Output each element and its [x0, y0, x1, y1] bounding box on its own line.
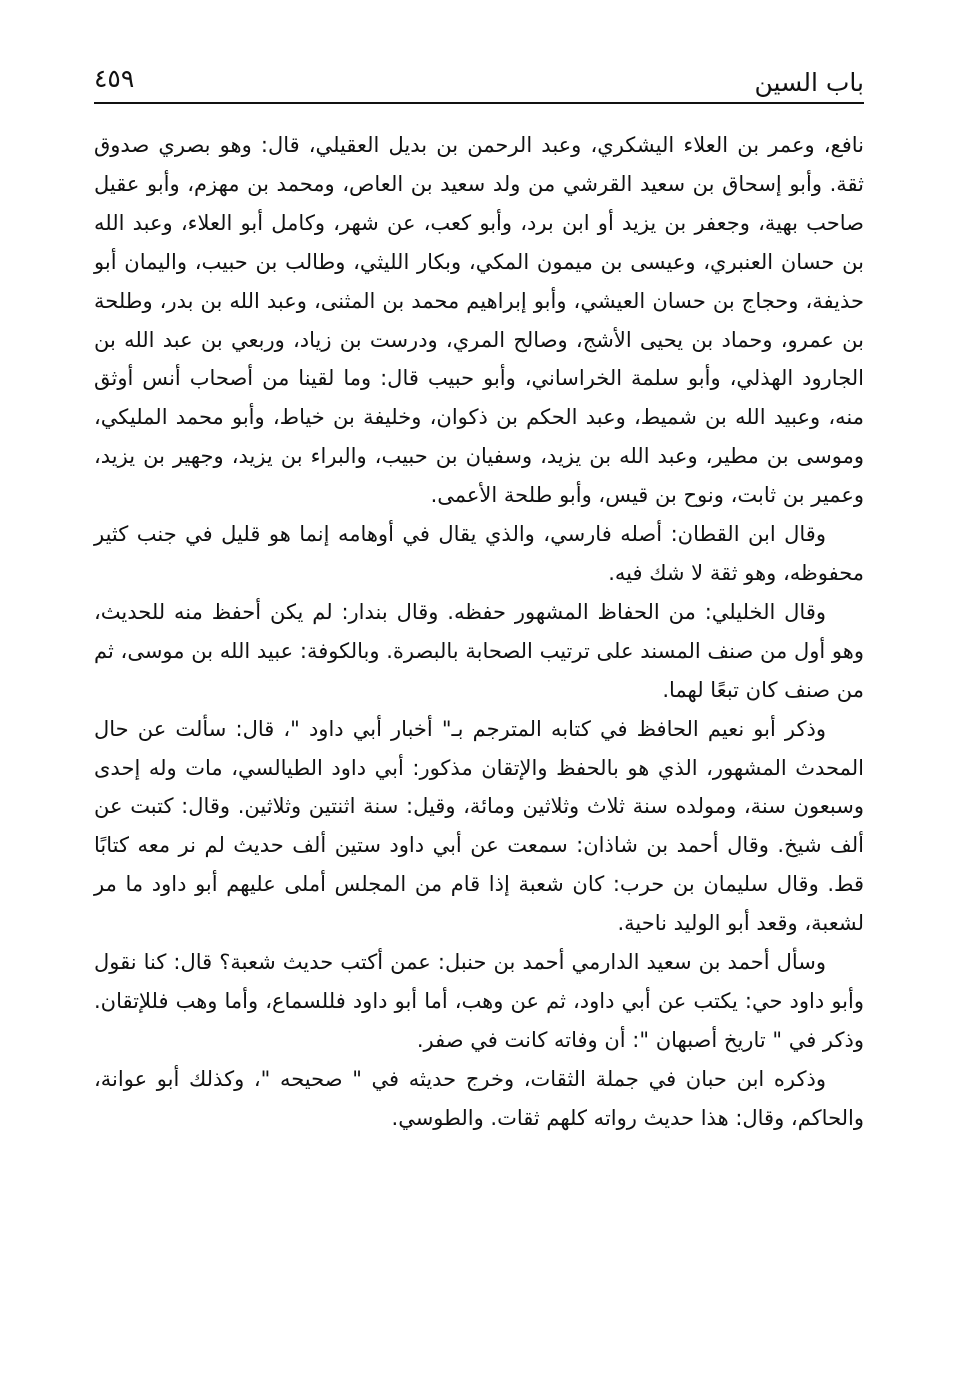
page-body [94, 126, 864, 1138]
paragraph-abu-nuaym: وذكر أبو نعيم الحافظ في كتابه المترجم بـ" أخبار أبي داود "، قال: سألت عن حال المحدث المشهور، الذي هو بالحفظ والإتقان مذكور: أبي داود الطيالسي، مات وله إحدى وسبعون سنة، ومولده سنة ثلاث وثلاثين ومائة، وقيل: سنة اثنتين وثلاثين. وقال: كتبت عن ألف شيخ. وقال أحمد بن شاذان: سمعت عن أبي داود ستين ألف حديث لم نر معه كتابًا قط. وقال سليمان بن حرب: كان شعبة إذا قام من المجلس أملى عليهم أبو داود ما مر لشعبة، وقعد أبو الوليد ناحية. [94, 716, 864, 936]
paragraph-ibn-al-qattan: وقال ابن القطان: أصله فارسي، والذي يقال في أوهامه إنما هو قليل في جنب كثير محفوظه، وهو ثقة لا شك فيه. [94, 522, 864, 585]
page-header [94, 60, 864, 104]
page-number: ٤٥٩ [94, 64, 135, 93]
paragraph-ibn-hibban: وذكره ابن حبان في جملة الثقات، وخرج حديثه في " صحيحه "، وكذلك أبو عوانة، والحاكم، وقال: هذا حديث رواته كلهم ثقات. والطوسي. [94, 1066, 864, 1130]
paragraph-al-darimi: وسأل أحمد بن سعيد الدارمي أحمد بن حنبل: عمن أكتب حديث شعبة؟ قال: كنا نقول وأبو داود حي: يكتب عن أبي داود، ثم عن وهب، أما أبو داود فللسماع، وأما وهب فللإتقان. وذكر في " تاريخ أصبهان ": أن وفاته كانت في صفر. [94, 950, 864, 1052]
paragraph-al-khalili: وقال الخليلي: من الحفاظ المشهور حفظه. وقال بندار: لم يكن أحفظ منه للحديث، وهو أول من صنف المسند على ترتيب الصحابة بالبصرة. وبالكوفة: عبيد الله بن موسى، ثم من صنف كان تبعًا لهما. [94, 599, 864, 702]
chapter-title: باب السين [754, 68, 864, 97]
paragraph-narrators-list: نافع، وعمر بن العلاء اليشكري، وعبد الرحمن بن بديل العقيلي، قال: وهو بصري صدوق ثقة. وأبو إسحاق بن سعيد القرشي من ولد سعيد بن العاص، ومحمد بن مهزم، وأبو عقيل صاحب بهية، وجعفر بن يزيد أو ابن برد، وأبو كعب، عن شهر، وكامل أبو العلاء، وعبد الله بن حسان العنبري، وعيسى بن ميمون المكي، وبكار الليثي، وطالب بن حبيب، واليمان أبو حذيفة، وحجاج بن حسان العيشي، وأبو إبراهيم محمد بن المثنى، وعبد الله بن بدر، وطلحة بن عمرو، وحماد بن يحيى الأشج، وصالح المري، ودرست بن زياد، وربعي بن عبد الله بن الجارود الهذلي، وأبو سلمة الخراساني، وأبو حبيب قال: وما لقينا من أصحاب أنس أوثق منه، وعبيد الله بن شميط، وعبد الحكم بن ذكوان، وخليفة بن خياط، وأبو محمد المليكي، وموسى بن مطير، وعبد الله بن يزيد، وسفيان بن حبيب، والبراء بن يزيد، وجهير بن يزيد، وعمير بن ثابت، ونوح بن قيس، وأبو طلحة الأعمى. [94, 133, 864, 508]
